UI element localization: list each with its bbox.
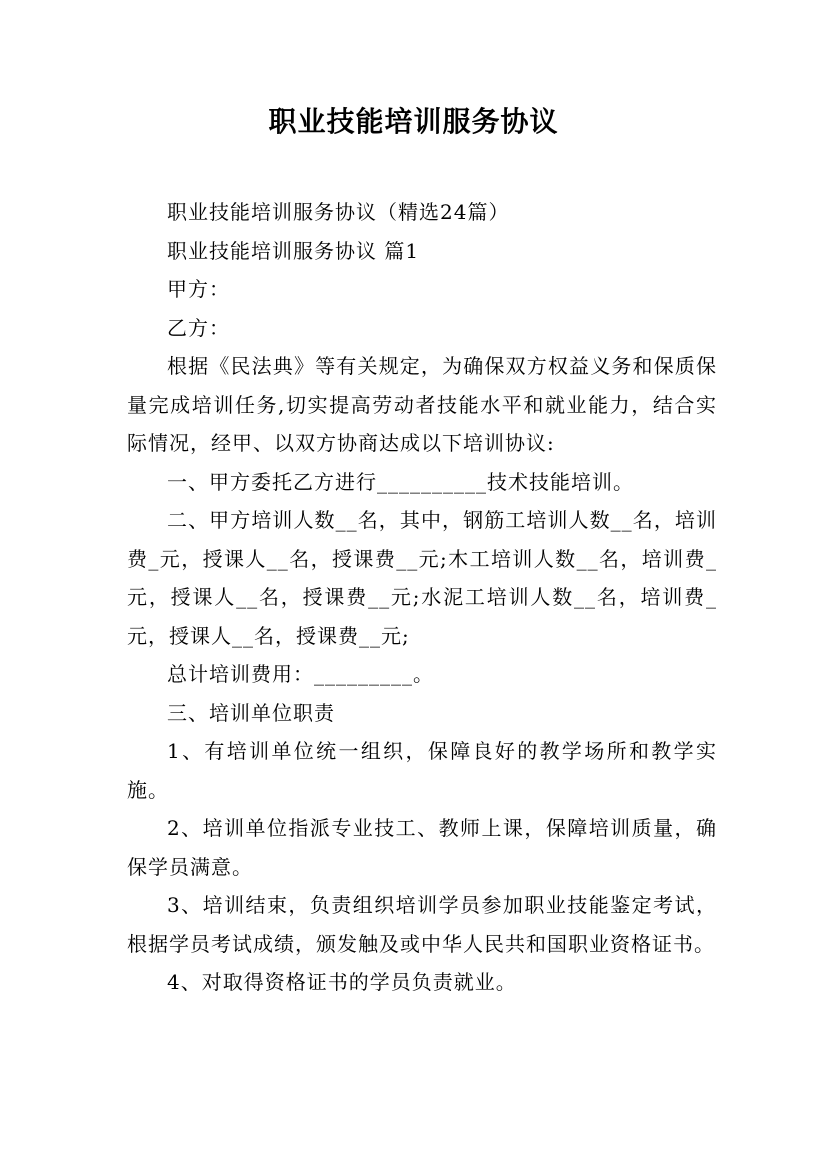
document-body <box>127 193 717 1002</box>
paragraph-preamble: 根据《民法典》等有关规定，为确保双方权益义务和保质保量完成培训任务,切实提高劳动者技能水平和就业能力，结合实际情况，经甲、以双方协商达成以下培训协议: <box>127 354 717 455</box>
paragraph-duty-2: 2、培训单位指派专业技工、教师上课，保障培训质量，确保学员满意。 <box>127 816 717 879</box>
document-title: 职业技能培训服务协议 <box>268 105 559 138</box>
paragraph-duty-3: 3、培训结束，负责组织培训学员参加职业技能鉴定考试，根据学员考试成绩，颁发触及或中华人民共和国职业资格证书。 <box>127 893 717 956</box>
paragraph-section-heading: 职业技能培训服务协议 篇1 <box>167 238 420 263</box>
paragraph-subtitle: 职业技能培训服务协议（精选24篇） <box>167 200 510 224</box>
paragraph-party-b: 乙方： <box>167 315 230 340</box>
paragraph-party-a: 甲方： <box>167 277 230 301</box>
paragraph-duty-4: 4、对取得资格证书的学员负责就业。 <box>167 970 517 994</box>
paragraph-clause-3-heading: 三、培训单位职责 <box>167 700 335 725</box>
paragraph-clause-2: 二、甲方培训人数__名，其中，钢筋工培训人数__名，培训费_元，授课人__名，授课费__元;木工培训人数__名，培训费_元，授课人__名，授课费__元;水泥工培训人数__名，培训费_元，授课人__名，授课费__元; <box>127 508 717 648</box>
paragraph-total-fee: 总计培训费用：_________。 <box>167 662 434 686</box>
paragraph-duty-1: 1、有培训单位统一组织，保障良好的教学场所和教学实施。 <box>127 739 717 802</box>
paragraph-clause-1: 一、甲方委托乙方进行__________技术技能培训。 <box>167 469 634 494</box>
